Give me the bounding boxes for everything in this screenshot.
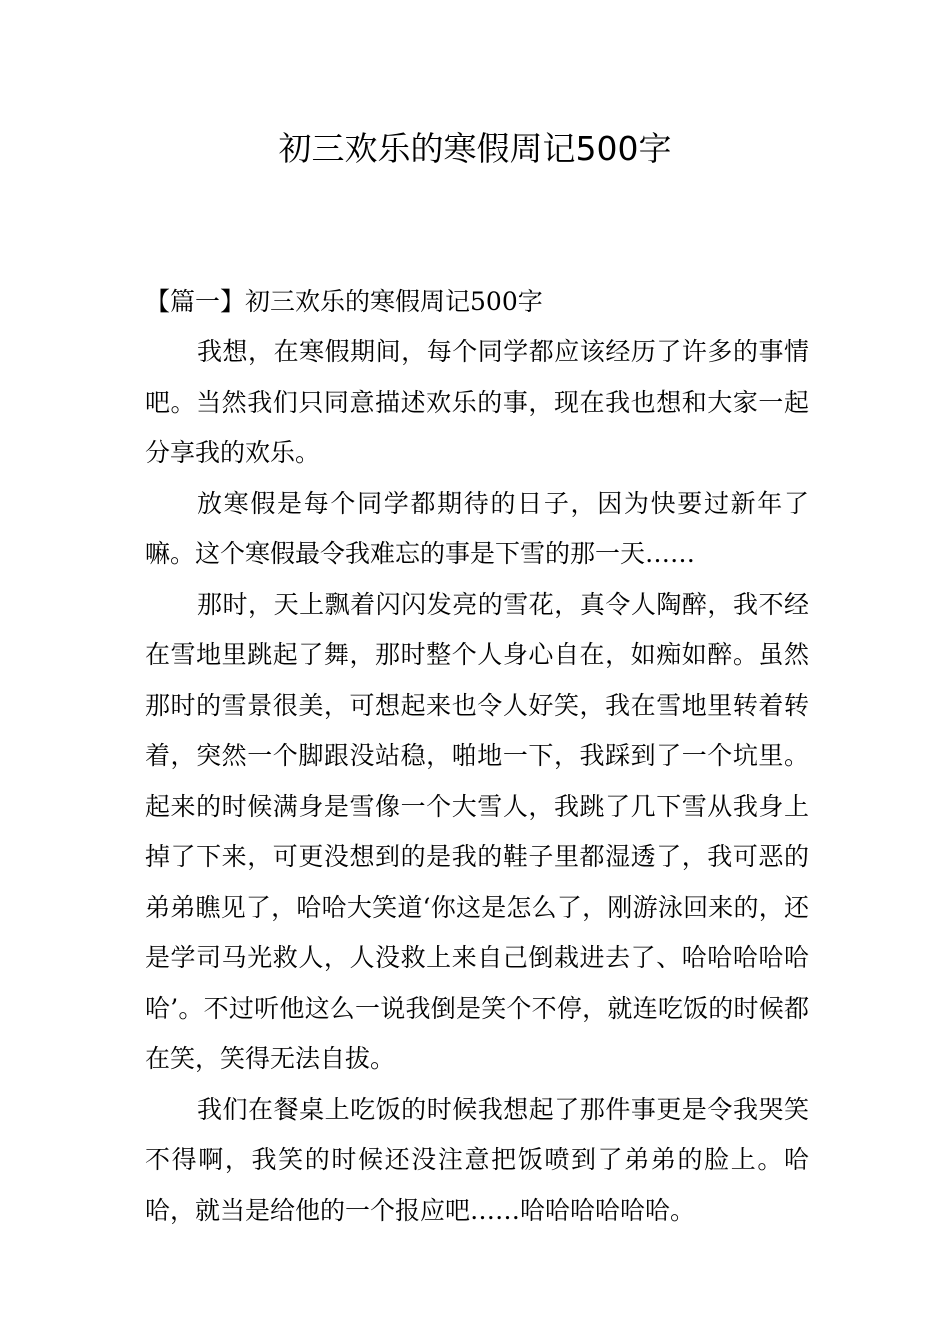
paragraph-4: 我们在餐桌上吃饭的时候我想起了那件事更是令我哭笑不得啊，我笑的时候还没注意把饭喷到了弟弟的脸上。哈哈，就当是给他的一个报应吧……哈哈哈哈哈哈。 <box>145 1094 809 1225</box>
document-title: 初三欢乐的寒假周记500字 <box>278 129 672 168</box>
paragraph-2: 放寒假是每个同学都期待的日子，因为快要过新年了嘛。这个寒假最令我难忘的事是下雪的那一天…… <box>145 488 809 568</box>
document-body <box>145 277 809 1236</box>
section-heading: 【篇一】初三欢乐的寒假周记500字 <box>145 287 543 316</box>
paragraph-3: 那时，天上飘着闪闪发亮的雪花，真令人陶醉，我不经在雪地里跳起了舞，那时整个人身心自在，如痴如醉。虽然那时的雪景很美，可想起来也令人好笑，我在雪地里转着转着，突然一个脚跟没站稳，啪地一下，我踩到了一个坑里。起来的时候满身是雪像一个大雪人，我跳了几下雪从我身上掉了下来，可更没想到的是我的鞋子里都湿透了，我可恶的弟弟瞧见了，哈哈大笑道‘你这是怎么了，刚游泳回来的，还是学司马光救人，人没救上来自己倒栽进去了、哈哈哈哈哈哈’。不过听他这么一说我倒是笑个不停，就连吃饭的时候都在笑，笑得无法自拔。 <box>145 589 809 1073</box>
paragraph-1: 我想，在寒假期间，每个同学都应该经历了许多的事情吧。当然我们只同意描述欢乐的事，现在我也想和大家一起分享我的欢乐。 <box>145 337 809 467</box>
